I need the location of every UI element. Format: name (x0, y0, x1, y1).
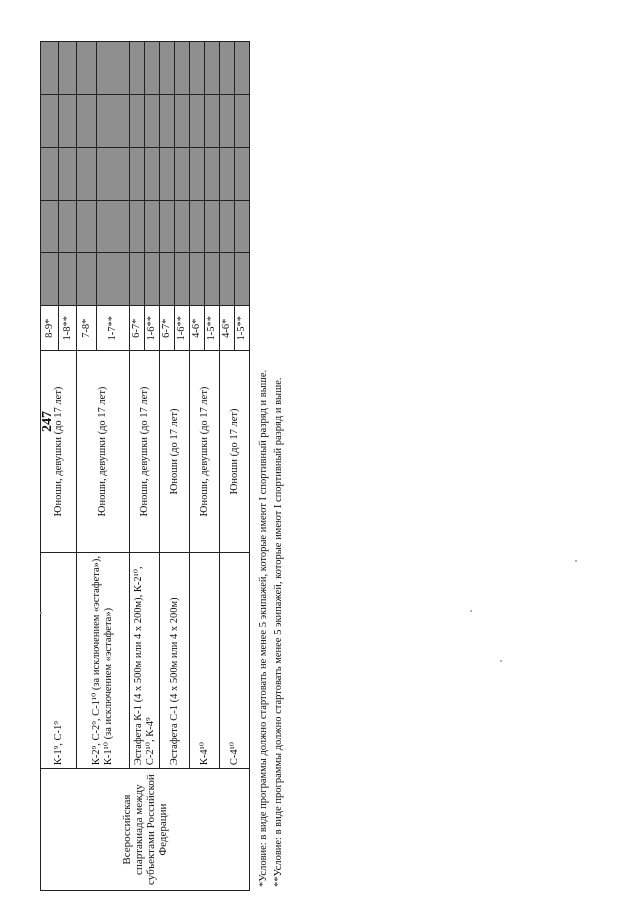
shaded-cell (160, 94, 175, 147)
rank-cell: 1-6** (175, 306, 190, 351)
shaded-cell (205, 253, 220, 306)
shaded-cell (145, 200, 160, 253)
scan-speck (40, 612, 42, 614)
footnote: *Условие: в виде программы должно стартовать не менее 5 экипажей, которые имеют I спортивный разряд и выше. (258, 369, 269, 887)
shaded-cell (97, 94, 130, 147)
shaded-cell (190, 94, 205, 147)
shaded-cell (160, 42, 175, 95)
program-cell: Эстафета К-1 (4 х 500м или 4 х 200м), К-2¹⁰, С-2¹⁰, К-4⁹ (130, 552, 160, 768)
rank-cell: 1-8** (59, 306, 77, 351)
footnotes (256, 41, 286, 891)
scan-speck (500, 660, 502, 662)
shaded-cell (41, 147, 59, 200)
shaded-cell (175, 200, 190, 253)
shaded-cell (97, 42, 130, 95)
shaded-cell (190, 253, 205, 306)
shaded-cell (59, 200, 77, 253)
rank-cell: 1-7** (97, 306, 130, 351)
shaded-cell (59, 147, 77, 200)
shaded-cell (220, 253, 235, 306)
shaded-cell (160, 200, 175, 253)
rank-cell: 4-6* (190, 306, 205, 351)
shaded-cell (205, 147, 220, 200)
shaded-cell (160, 253, 175, 306)
shaded-cell (130, 147, 145, 200)
shaded-cell (190, 42, 205, 95)
shaded-cell (41, 253, 59, 306)
program-cell: К-2⁹, С-2⁹, С-1¹⁰ (за исключением «эстафета»), К-1¹⁰ (за исключением «эстафета») (77, 552, 130, 768)
shaded-cell (97, 253, 130, 306)
program-cell: К-1⁹, С-1⁹ (41, 552, 77, 768)
shaded-cell (235, 94, 250, 147)
shaded-cell (235, 253, 250, 306)
shaded-cell (77, 147, 97, 200)
age-group-cell: Юноши, девушки (до 17 лет) (77, 351, 130, 552)
rank-cell: 4-6* (220, 306, 235, 351)
shaded-cell (41, 42, 59, 95)
shaded-cell (145, 42, 160, 95)
scan-speck (470, 610, 472, 612)
program-cell: Эстафета С-1 (4 х 500м или 4 х 200м) (160, 552, 190, 768)
shaded-cell (145, 94, 160, 147)
program-cell: С-4¹⁰ (220, 552, 250, 768)
shaded-cell (235, 200, 250, 253)
results-table (40, 41, 250, 891)
page-number: 247 (40, 411, 55, 432)
shaded-cell (130, 94, 145, 147)
rank-cell: 6-7* (130, 306, 145, 351)
shaded-cell (220, 94, 235, 147)
shaded-cell (59, 253, 77, 306)
shaded-cell (77, 200, 97, 253)
shaded-cell (59, 42, 77, 95)
shaded-cell (97, 147, 130, 200)
shaded-cell (205, 94, 220, 147)
age-group-cell: Юноши, девушки (до 17 лет) (130, 351, 160, 552)
shaded-cell (130, 200, 145, 253)
rank-cell: 8-9* (41, 306, 59, 351)
shaded-cell (97, 200, 130, 253)
shaded-cell (175, 147, 190, 200)
shaded-cell (220, 200, 235, 253)
shaded-cell (145, 147, 160, 200)
age-group-cell: Юноши, девушки (до 17 лет) (41, 351, 77, 552)
shaded-cell (190, 200, 205, 253)
shaded-cell (205, 200, 220, 253)
shaded-cell (160, 147, 175, 200)
shaded-cell (145, 253, 160, 306)
rank-cell: 1-5** (205, 306, 220, 351)
age-group-cell: Юноши (до 17 лет) (220, 351, 250, 552)
rank-cell: 7-8* (77, 306, 97, 351)
shaded-cell (77, 253, 97, 306)
shaded-cell (130, 253, 145, 306)
age-group-cell: Юноши, девушки (до 17 лет) (190, 351, 220, 552)
shaded-cell (41, 200, 59, 253)
shaded-cell (59, 94, 77, 147)
shaded-cell (190, 147, 205, 200)
shaded-cell (77, 42, 97, 95)
shaded-cell (220, 147, 235, 200)
event-name-cell: Всероссийская спартакиада между субъектами Российской Федерации (41, 769, 250, 891)
shaded-cell (175, 94, 190, 147)
rank-cell: 1-5** (235, 306, 250, 351)
rank-cell: 6-7* (160, 306, 175, 351)
rotated-table-region (40, 41, 340, 891)
shaded-cell (41, 94, 59, 147)
shaded-cell (235, 147, 250, 200)
shaded-cell (175, 42, 190, 95)
shaded-cell (205, 42, 220, 95)
scan-speck (575, 560, 577, 562)
rank-cell: 1-6** (145, 306, 160, 351)
footnote: **Условие: в виде программы должно стартовать менее 5 экипажей, которые имеют I спортивный разряд и выше. (273, 377, 284, 887)
shaded-cell (130, 42, 145, 95)
shaded-cell (220, 42, 235, 95)
program-cell: К-4¹⁰ (190, 552, 220, 768)
shaded-cell (235, 42, 250, 95)
age-group-cell: Юноши (до 17 лет) (160, 351, 190, 552)
shaded-cell (175, 253, 190, 306)
shaded-cell (77, 94, 97, 147)
